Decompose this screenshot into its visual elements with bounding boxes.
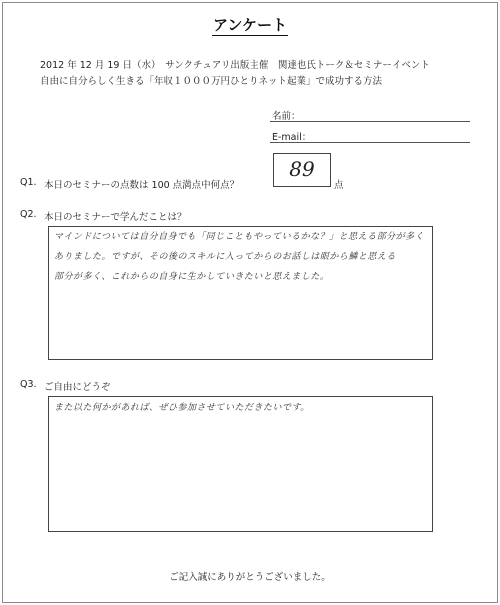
q1-number: Q1. <box>20 177 37 188</box>
q1-score-box[interactable] <box>273 153 331 187</box>
q2-answer-line-3: 部分が多く、これからの自身に生かしていきたいと思えました。 <box>54 272 330 282</box>
q3-answer-box[interactable] <box>48 396 433 532</box>
thank-you-footer: ご記入誠にありがとうございました。 <box>169 572 331 583</box>
q3-question: ご自由にどうぞ <box>44 382 111 393</box>
q2-answer-line-2: ありました。ですが、その後のスキルに入ってからのお話しは眼から鱗と思える <box>54 252 396 262</box>
q3-answer-text: また以た何かがあれば、ぜひ参加させていただきたいです。 <box>54 403 310 413</box>
q2-answer-line-1: マインドについては自分自身でも「同じこともやっているかな？」と思える部分が多く <box>54 232 425 242</box>
survey-title: アンケート <box>212 16 288 34</box>
email-field-line[interactable] <box>270 142 470 143</box>
event-info-line-1: 2012 年 12 月 19 日（水） サンクチュアリ出版主催 関達也氏トーク＆セミナーイベント <box>40 60 430 71</box>
q1-question: 本日のセミナーの点数は 100 点満点中何点？ <box>44 180 240 191</box>
event-info-line-2: 自由に自分らしく生きる「年収１０００万円ひとりネット起業」で成功する方法 <box>40 76 383 87</box>
q1-unit: 点 <box>334 180 344 191</box>
q2-number: Q2. <box>20 209 37 220</box>
name-label: 名前： <box>272 111 301 122</box>
name-field-line[interactable] <box>270 121 470 122</box>
q1-score-answer: 89 <box>289 157 315 181</box>
q2-answer-box[interactable] <box>48 226 433 360</box>
q3-number: Q3. <box>20 379 37 390</box>
q2-question: 本日のセミナーで学んだことは？ <box>44 212 187 223</box>
email-label: E-mail： <box>272 132 312 143</box>
